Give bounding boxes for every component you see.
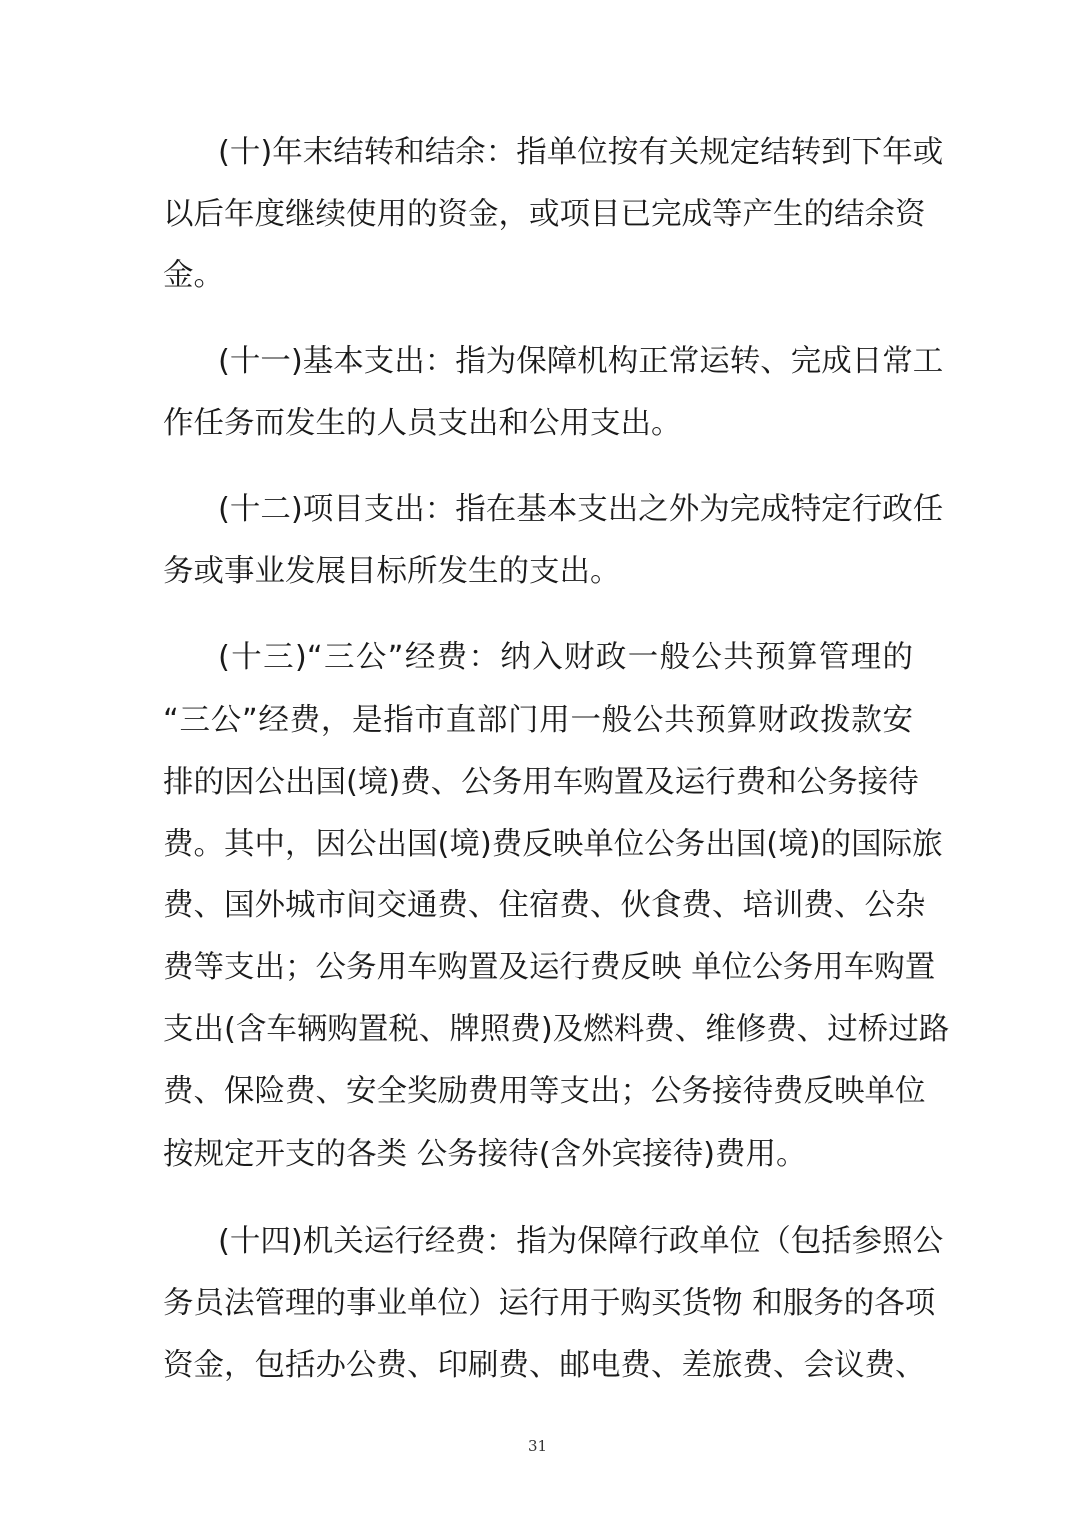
paragraph-10-line-3: 金。: [163, 258, 224, 293]
paragraph-12-line-2: 务或事业发展目标所发生的支出。: [163, 554, 621, 589]
paragraph-13-line-9: 按规定开支的各类 公务接待(含外宾接待)费用。: [163, 1137, 807, 1172]
paragraph-11-line-2: 作任务而发生的人员支出和公用支出。: [163, 406, 682, 441]
paragraph-13-line-4: 费。其中，因公出国(境)费反映单位公务出国(境)的国际旅: [163, 827, 943, 862]
paragraph-13-line-6: 费等支出；公务用车购置及运行费反映 单位公务用车购置: [163, 950, 936, 985]
paragraph-13-line-3: 排的因公出国(境)费、公务用车购置及运行费和公务接待: [163, 765, 919, 800]
paragraph-12-line-1: (十二)项目支出：指在基本支出之外为完成特定行政任: [218, 492, 944, 527]
paragraph-14-line-2: 务员法管理的事业单位）运行用于购买货物 和服务的各项: [163, 1286, 936, 1321]
paragraph-10-line-2: 以后年度继续使用的资金，或项目已完成等产生的结余资: [163, 197, 926, 232]
paragraph-14-line-3: 资金，包括办公费、印刷费、邮电费、差旅费、会议费、: [163, 1348, 926, 1383]
paragraph-11-line-1: (十一)基本支出：指为保障机构正常运转、完成日常工: [218, 344, 944, 379]
paragraph-13-line-2: “三公”经费，是指市直部门用一般公共预算财政拨款安: [163, 703, 913, 738]
paragraph-10-line-1: (十)年末结转和结余：指单位按有关规定结转到下年或: [218, 135, 944, 170]
paragraph-13-line-7: 支出(含车辆购置税、牌照费)及燃料费、维修费、过桥过路: [163, 1012, 950, 1047]
paragraph-13-line-5: 费、国外城市间交通费、住宿费、伙食费、培训费、公杂: [163, 888, 926, 923]
page-number: 31: [527, 1437, 548, 1455]
paragraph-13-line-8: 费、保险费、安全奖励费用等支出；公务接待费反映单位: [163, 1074, 926, 1109]
paragraph-13-line-1: (十三)“三公”经费：纳入财政一般公共预算管理的: [218, 640, 913, 675]
paragraph-14-line-1: (十四)机关运行经费：指为保障行政单位（包括参照公: [218, 1224, 944, 1259]
